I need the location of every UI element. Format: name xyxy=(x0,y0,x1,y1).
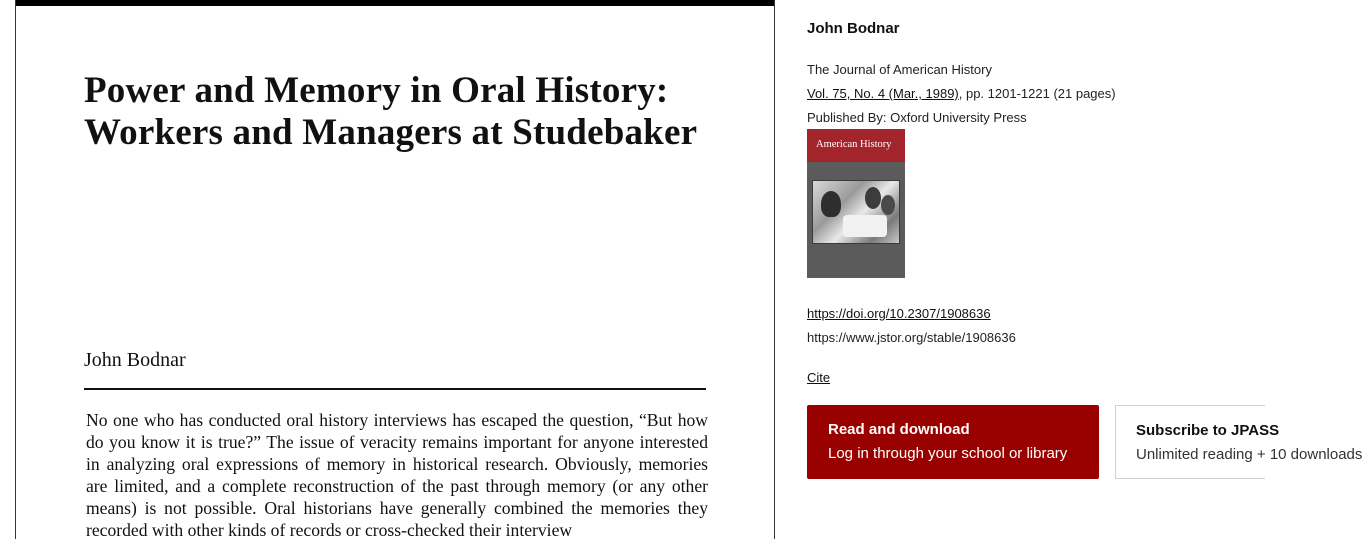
preview-top-bar xyxy=(16,0,774,6)
subscribe-button-subtitle: Unlimited reading + 10 downloads xyxy=(1136,446,1362,463)
page-range: , pp. 1201-1221 (21 pages) xyxy=(958,86,1116,101)
read-button-subtitle: Log in through your school or library xyxy=(828,445,1068,462)
issue-link[interactable]: Vol. 75, No. 4 (Mar., 1989) xyxy=(807,86,959,101)
cite-link[interactable]: Cite xyxy=(807,370,831,385)
publisher: Published By: Oxford University Press xyxy=(807,110,1027,125)
article-divider xyxy=(84,388,706,390)
subscribe-button-title: Subscribe to JPASS xyxy=(1136,422,1280,439)
journal-cover-image[interactable] xyxy=(807,129,905,278)
stable-url: https://www.jstor.org/stable/1908636 xyxy=(807,330,1016,345)
metadata-author: John Bodnar xyxy=(807,20,900,37)
doi-link[interactable]: https://doi.org/10.2307/1908636 xyxy=(807,306,991,321)
read-and-download-button[interactable] xyxy=(807,405,1099,479)
subscribe-jpass-button[interactable] xyxy=(1115,405,1362,479)
article-preview-page xyxy=(15,0,775,539)
cover-photo xyxy=(812,180,900,244)
read-button-title: Read and download xyxy=(828,421,970,438)
journal-name: The Journal of American History xyxy=(807,62,992,77)
article-title: Power and Memory in Oral History: Workers and Managers at Studebaker xyxy=(84,70,698,153)
cover-title: American History xyxy=(816,139,892,150)
article-body-text: No one who has conducted oral history interviews has escaped the question, “But how do you know it is true?” The issue of veracity remains important for anyone interested in analyzing oral expressions of memory in historical research. Obviously, memories are limited, and a complete reconstruction of the past through memory (or any other means) is not possible. Oral historians have generally combined the memories they recorded with other kinds of records or cross-checked their interview xyxy=(86,410,708,540)
issue-info xyxy=(807,86,1116,101)
article-author: John Bodnar xyxy=(84,349,186,371)
article-metadata-panel xyxy=(807,0,1362,539)
